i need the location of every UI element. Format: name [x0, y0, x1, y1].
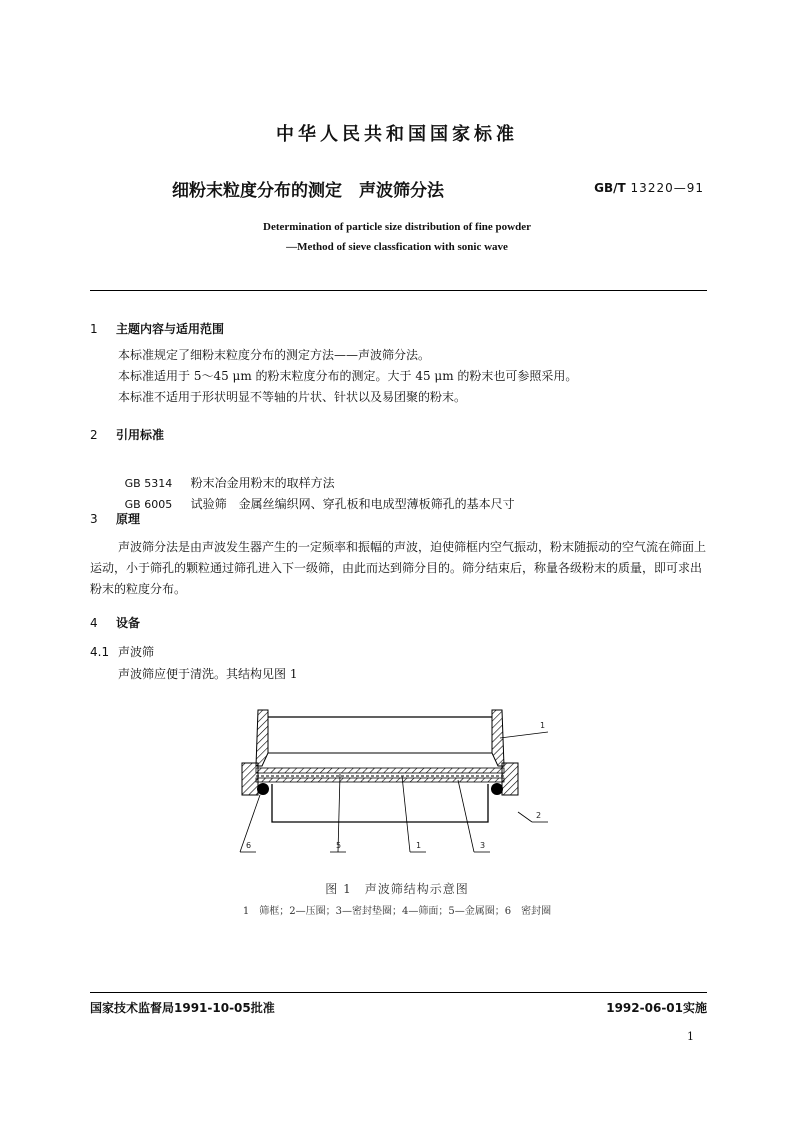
section-3-body	[90, 537, 707, 600]
part-label: 2	[536, 811, 542, 820]
leader-line	[500, 732, 548, 738]
section-2-heading	[90, 426, 164, 443]
sealing-gasket	[256, 778, 504, 782]
leader-line	[518, 812, 532, 822]
subsection-4-1-body	[90, 664, 707, 685]
section-title: 原理	[116, 512, 141, 526]
section-title: 引用标准	[116, 428, 165, 442]
header-rule	[90, 290, 707, 291]
paragraph: 本标准不适用于形状明显不等轴的片状、针状以及易团聚的粉末。	[118, 390, 467, 404]
paragraph: 声波筛应便于清洗。其结构见图 1	[118, 667, 298, 681]
document-title-en-line1: Determination of particle size distribution of fine powder	[263, 221, 531, 233]
standard-code	[594, 181, 704, 195]
paragraph: 本标准适用于 5～45 μm 的粉末粒度分布的测定。大于 45 μm 的粉末也可参照采用。	[118, 369, 578, 383]
figure-caption: 图 1 声波筛结构示意图	[325, 882, 469, 896]
lower-sieve-body	[272, 784, 488, 822]
section-title: 设备	[116, 616, 141, 630]
section-number: 4	[90, 616, 98, 630]
section-3-heading	[90, 510, 140, 527]
paragraph: 声波筛分法是由声波发生器产生的一定频率和振幅的声波，迫使筛框内空气振动，粉末随振动的空气流在筛面上运动，小于筛孔的颗粒通过筛孔进入下一级筛，由此而达到筛分目的。筛分结束后，称量各级粉末的质量，即可求出粉末的粒度分布。	[90, 540, 707, 596]
sieve-frame-left-wall	[256, 710, 268, 766]
reference-code: GB 6005	[124, 498, 173, 511]
reference-item	[117, 473, 515, 515]
page-number: 1	[687, 1030, 694, 1043]
reference-code: GB 5314	[124, 477, 173, 490]
standard-code-number: 13220—91	[630, 181, 704, 195]
part-label: 6	[246, 841, 252, 850]
part-label: 1	[540, 721, 546, 730]
section-number: 1	[90, 322, 98, 336]
org-title: 中华人民共和国国家标准	[276, 124, 518, 145]
section-number: 3	[90, 512, 98, 526]
section-number: 2	[90, 428, 98, 442]
reference-text: 粉末冶金用粉末的取样方法	[190, 476, 335, 490]
paragraph: 本标准规定了细粉末粒度分布的测定方法——声波筛分法。	[118, 348, 431, 362]
section-1-heading	[90, 320, 224, 337]
standard-code-prefix: GB/T	[594, 181, 626, 195]
approval-date: 国家技术监督局1991-10-05批准	[90, 1001, 275, 1015]
leader-line	[402, 776, 410, 852]
subsection-title: 声波筛	[118, 645, 155, 659]
part-label: 3	[480, 841, 486, 850]
metal-ring	[256, 768, 504, 773]
seal-ring-left	[257, 783, 269, 795]
document-title-en-line2: —Method of sieve classfication with sonic wave	[286, 241, 508, 253]
sieve-structure-figure	[230, 700, 560, 865]
section-title: 主题内容与适用范围	[116, 322, 225, 336]
reference-text: 试验筛 金属丝编织网、穿孔板和电成型薄板筛孔的基本尺寸	[190, 497, 515, 511]
footer-rule	[90, 992, 707, 993]
subsection-number: 4.1	[90, 645, 110, 659]
section-4-heading	[90, 614, 140, 631]
part-label: 1	[416, 841, 422, 850]
implementation-date: 1992-06-01实施	[606, 1001, 707, 1015]
document-title-cn: 细粉末粒度分布的测定 声波筛分法	[172, 181, 444, 201]
part-label: 5	[336, 841, 342, 850]
figure-legend: 1 筛框；2—压圈；3—密封垫圈；4—筛面；5—金属圈；6 密封圈	[242, 906, 552, 917]
leader-line	[458, 780, 474, 852]
seal-ring-right	[491, 783, 503, 795]
section-1-body	[90, 345, 707, 408]
subsection-4-1-heading	[90, 643, 154, 660]
